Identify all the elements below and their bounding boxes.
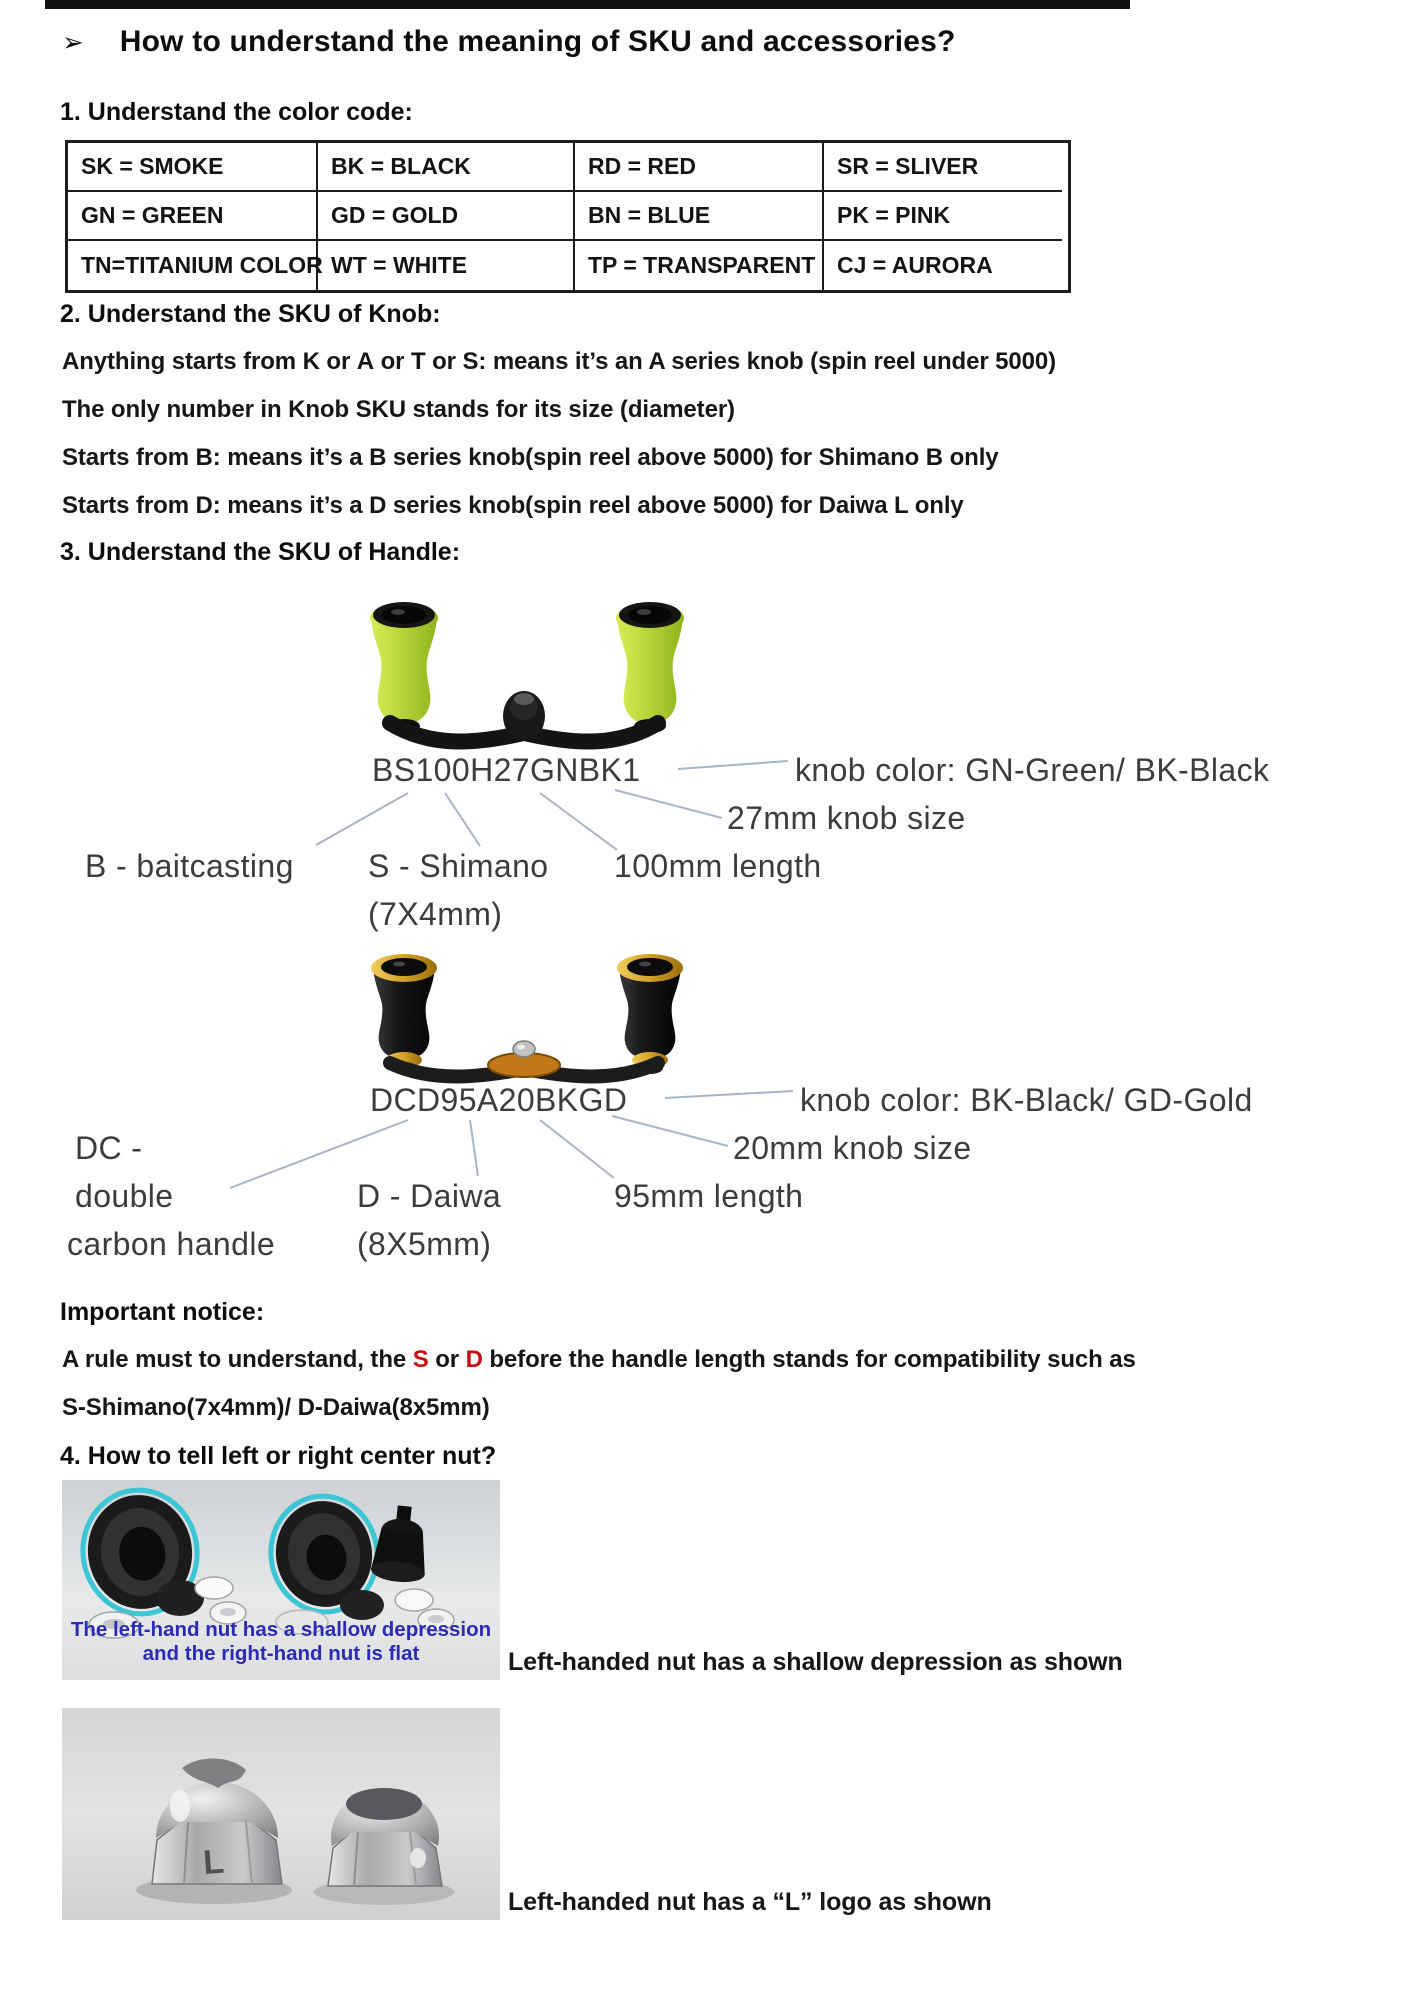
section1-heading: 1. Understand the color code: (60, 98, 413, 126)
handle2-type-label-line1: DC - (75, 1130, 143, 1166)
nut-logo-photo (62, 1708, 500, 1920)
knob-rule-line: Starts from D: means it’s a D series knob(spin reel above 5000) for Daiwa L only (62, 492, 964, 519)
handle2-type-label-line2: double (75, 1178, 174, 1214)
table-cell: TP = TRANSPARENT (575, 241, 824, 290)
photo1-caption-line2: and the right-hand nut is flat (142, 1642, 420, 1665)
notice-heading: Important notice: (60, 1298, 265, 1326)
handle2-knob-size-label: 20mm knob size (733, 1130, 972, 1166)
page-title: How to understand the meaning of SKU and accessories? (119, 25, 956, 58)
table-cell: BN = BLUE (575, 192, 824, 241)
handle2-knob-color-label: knob color: BK-Black/ GD-Gold (800, 1082, 1253, 1118)
handle1-sku: BS100H27GNBK1 (372, 752, 641, 788)
photo1-side-caption: Left-handed nut has a shallow depression as shown (508, 1648, 1123, 1676)
notice-line2: S-Shimano(7x4mm)/ D-Daiwa(8x5mm) (62, 1394, 490, 1421)
table-cell: GD = GOLD (318, 192, 575, 241)
page-title-row (62, 24, 956, 60)
table-cell: BK = BLACK (318, 143, 575, 192)
section3-heading: 3. Understand the SKU of Handle: (60, 538, 461, 566)
knob-rule-line: Anything starts from K or A or T or S: means it’s an A series knob (spin reel under 5000) (62, 348, 1057, 375)
arrow-bullet-icon: ➢ (62, 27, 84, 57)
handle2-sku: DCD95A20BKGD (370, 1082, 628, 1118)
table-cell: PK = PINK (824, 192, 1062, 241)
handle2-series-label: D - Daiwa (357, 1178, 502, 1214)
table-cell: SR = SLIVER (824, 143, 1062, 192)
handle1-type-label: B - baitcasting (85, 848, 294, 884)
handle2-type-label-line3: carbon handle (67, 1226, 276, 1262)
handle-photo-green (318, 596, 730, 754)
handle1-series-label: S - Shimano (368, 848, 549, 884)
table-cell: GN = GREEN (68, 192, 318, 241)
handle2-series-sub-label: (8X5mm) (357, 1226, 492, 1262)
color-code-table (65, 140, 1071, 293)
knob-rule-line: Starts from B: means it’s a B series knob(spin reel above 5000) for Shimano B only (62, 444, 999, 471)
notice-line1: A rule must to understand, the S or D before the handle length stands for compatibility such as (62, 1346, 1136, 1373)
section2-heading: 2. Understand the SKU of Knob: (60, 300, 441, 328)
knob-rule-line: The only number in Knob SKU stands for its size (diameter) (62, 396, 735, 423)
table-cell: TN=TITANIUM COLOR (68, 241, 318, 290)
handle-photo-black-gold (318, 948, 730, 1084)
handle1-series-sub-label: (7X4mm) (368, 896, 503, 932)
handle1-knob-color-label: knob color: GN-Green/ BK-Black (795, 752, 1270, 788)
nut-depression-photo (62, 1480, 500, 1680)
table-cell: RD = RED (575, 143, 824, 192)
table-cell: CJ = AURORA (837, 252, 993, 278)
table-cell: WT = WHITE (318, 241, 575, 290)
handle1-knob-size-label: 27mm knob size (727, 800, 966, 836)
handle2-length-label: 95mm length (614, 1178, 804, 1214)
handle1-length-label: 100mm length (614, 848, 822, 884)
nut-l-mark: L (201, 1842, 226, 1882)
section4-heading: 4. How to tell left or right center nut? (60, 1442, 497, 1470)
photo1-caption-line1: The left-hand nut has a shallow depression (70, 1618, 492, 1641)
table-cell: SK = SMOKE (68, 143, 318, 192)
photo2-side-caption: Left-handed nut has a “L” logo as shown (508, 1888, 992, 1916)
